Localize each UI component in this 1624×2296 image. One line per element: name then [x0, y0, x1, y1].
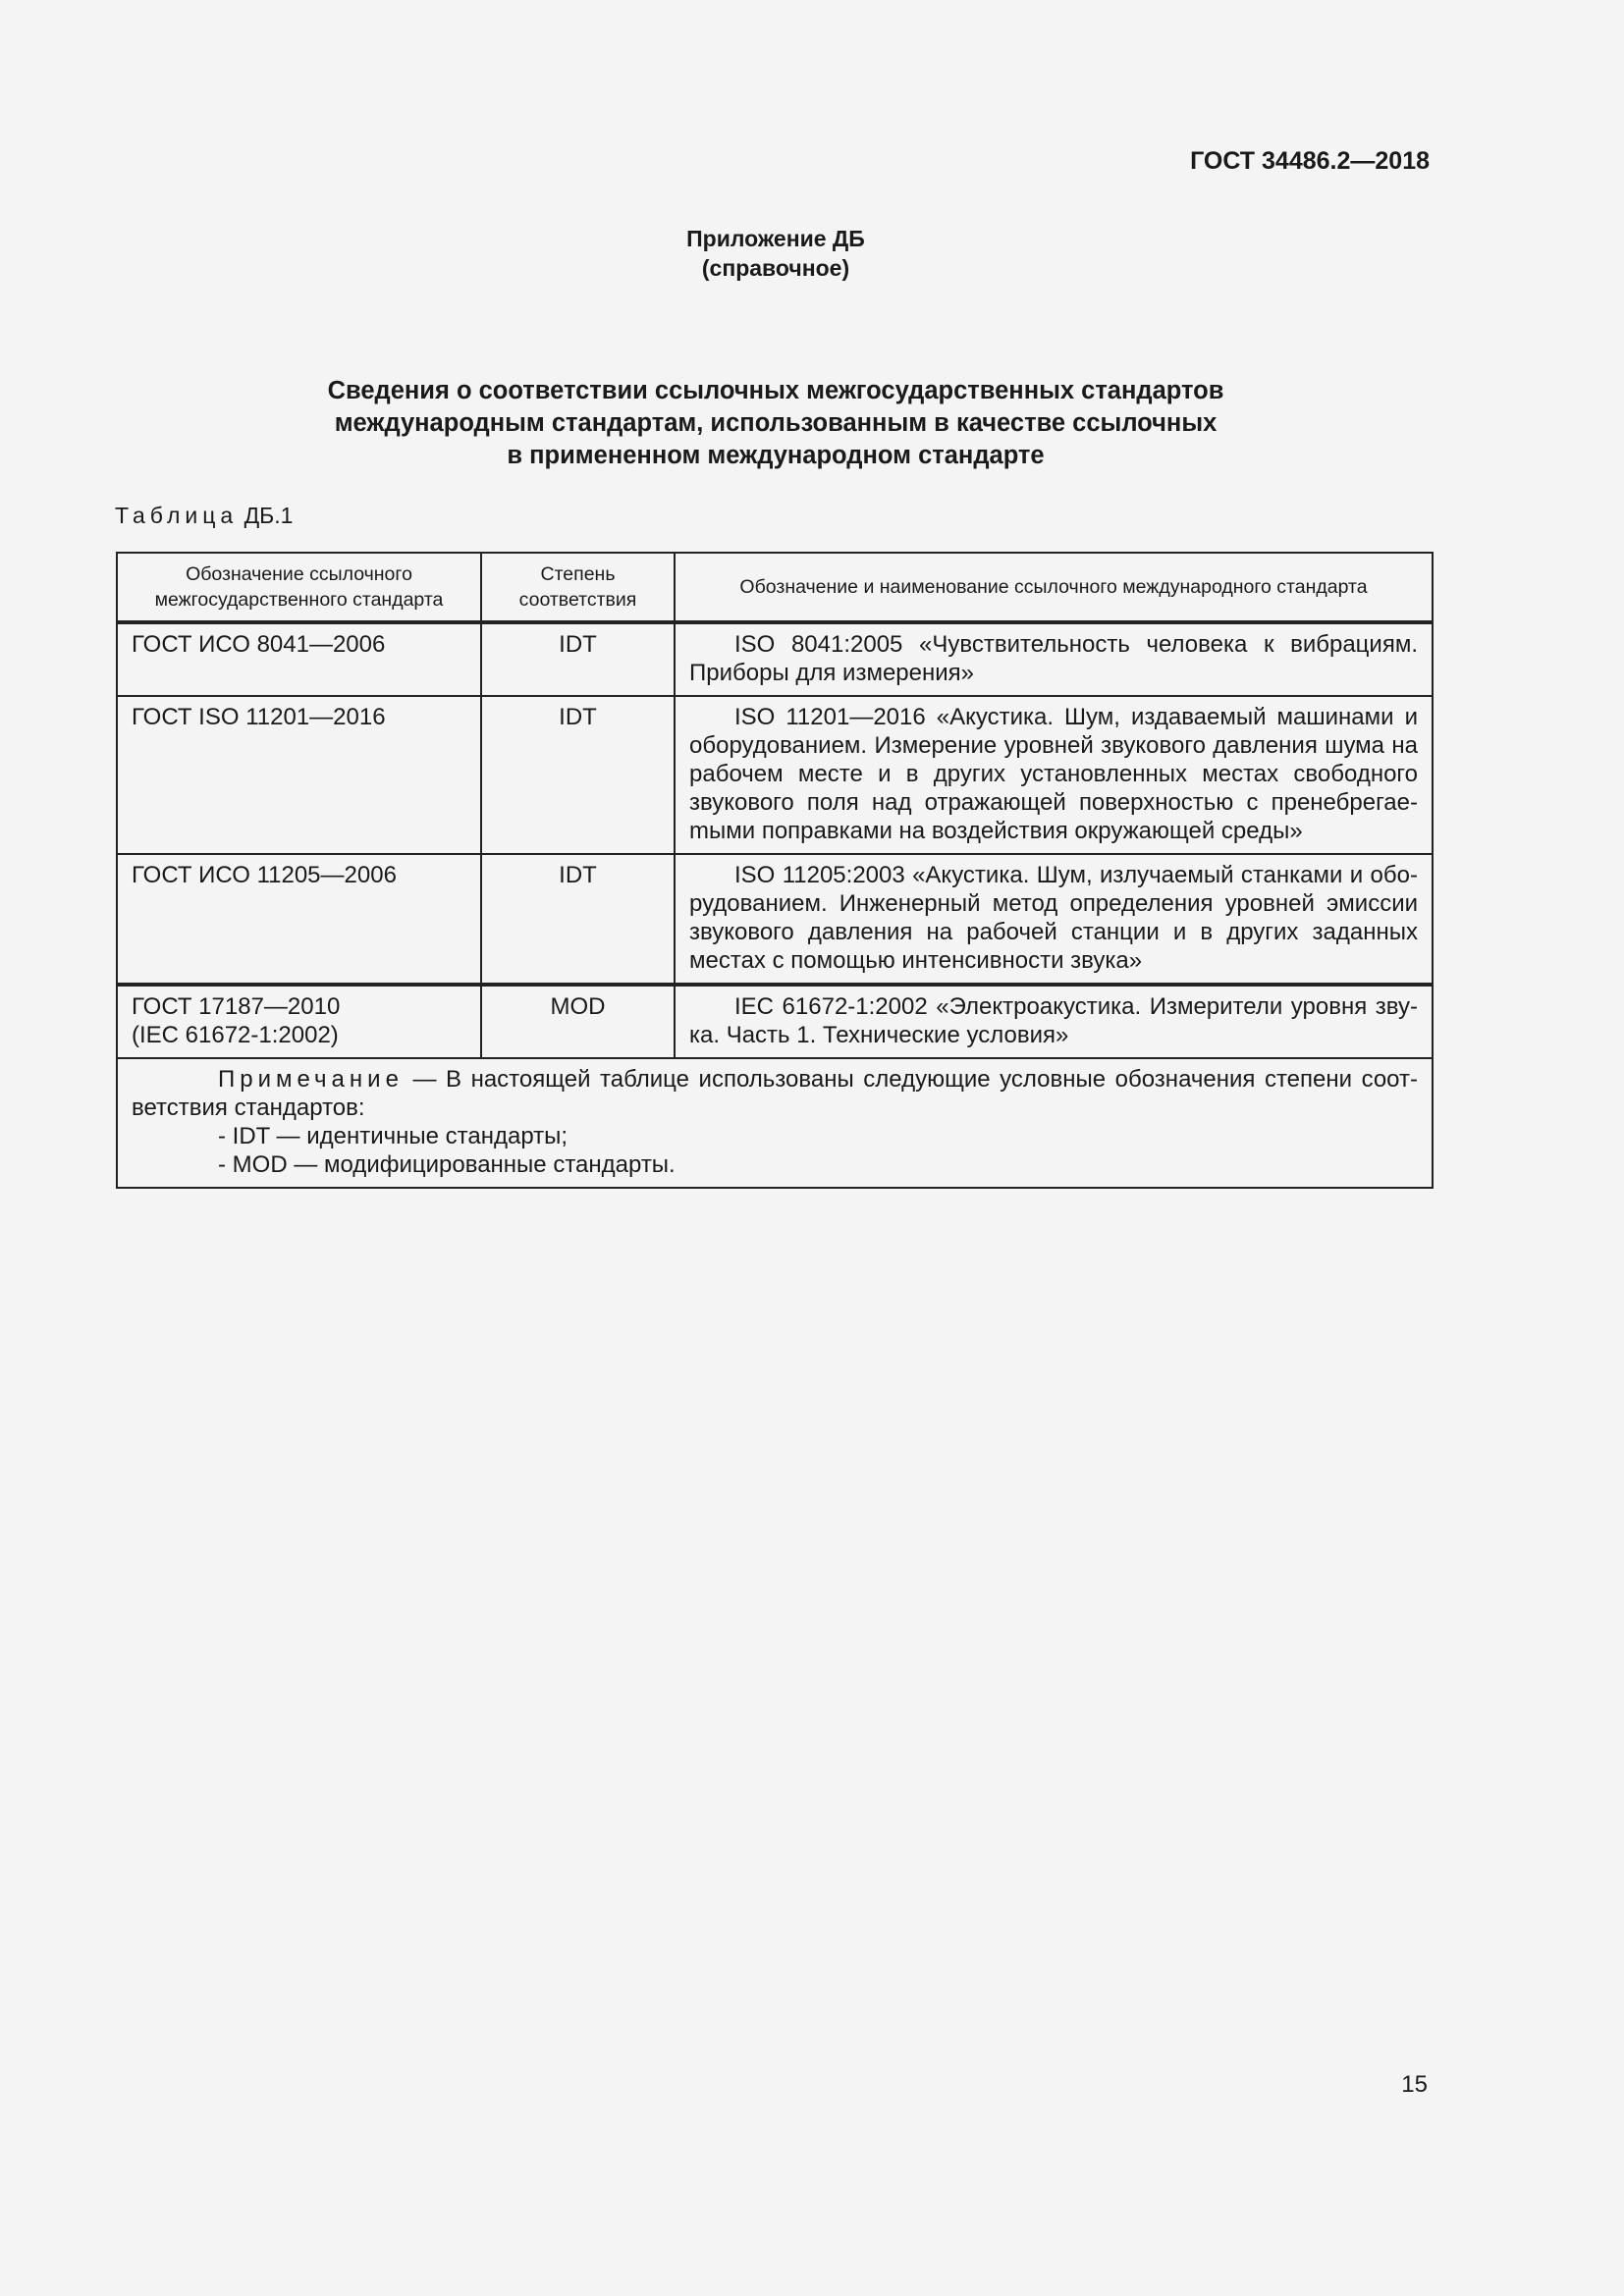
cell-intl: ISO 11205:2003 «Акустика. Шум, излучаемый станками и оборудованием. Инженерный метод определения уровней эмиссии звукового давления на рабочей станции и в других заданных местах с помощью интенсивности звука» [675, 854, 1433, 985]
table-row [117, 985, 1433, 1058]
gost-designation: ГОСТ 17187—2010 [132, 993, 341, 1020]
cell-intl: ISO 8041:2005 «Чувствительность человека к вибрациям. Приборы для измерения» [675, 622, 1433, 696]
table-note [117, 1058, 1433, 1188]
table-label-number: ДБ.1 [244, 503, 294, 528]
page-number: 15 [1401, 2071, 1428, 2098]
title-line-2: международным стандартам, использованным в качестве ссылочных [334, 409, 1218, 437]
note-text [132, 1065, 1418, 1122]
cell-degree: IDT [481, 696, 675, 854]
table-label-word: Таблица [115, 503, 239, 528]
table-label [115, 503, 293, 529]
note-label: Примечание [218, 1066, 404, 1093]
header-gost: Обозначение ссылочного межгосударственного стандарта [117, 553, 481, 622]
table-row [117, 854, 1433, 985]
gost-designation: ГОСТ ISO 11201—2016 [132, 704, 386, 730]
cell-gost [117, 985, 481, 1058]
note-item-mod: - MOD — модифицированные стандарты. [218, 1151, 676, 1178]
note-item-idt: - IDT — идентичные стандарты; [218, 1123, 568, 1149]
cell-gost [117, 622, 481, 696]
document-title [0, 375, 1551, 472]
table-note-row [117, 1058, 1433, 1188]
table-header-row [117, 553, 1433, 622]
note-body: — В настоящей таблице использованы следующие условные обозначения степени соответствия стандартов: [132, 1066, 1418, 1121]
cell-intl: ISO 11201—2016 «Акустика. Шум, издаваемый машинами и оборудованием. Измерение уровней звукового давления шума на рабочем месте и в других установленных местах свободного звукового поля над отражающей поверхностью с пренебрегаеmыми поправками на воздействия окружающей среды» [675, 696, 1433, 854]
table-row [117, 622, 1433, 696]
standards-table [116, 552, 1434, 1189]
cell-gost [117, 854, 481, 985]
document-code: ГОСТ 34486.2—2018 [1190, 147, 1430, 175]
title-line-3: в примененном международном стандарте [507, 442, 1045, 469]
gost-designation-international: (IEC 61672-1:2002) [132, 1022, 339, 1048]
gost-designation: ГОСТ ИСО 11205—2006 [132, 862, 397, 888]
gost-designation: ГОСТ ИСО 8041—2006 [132, 631, 386, 658]
annex-heading [0, 224, 1551, 283]
cell-degree: IDT [481, 854, 675, 985]
cell-degree: IDT [481, 622, 675, 696]
cell-gost [117, 696, 481, 854]
header-degree: Степень соответствия [481, 553, 675, 622]
header-intl: Обозначение и наименование ссылочного международного стандарта [675, 553, 1433, 622]
title-line-1: Сведения о соответствии ссылочных межгосударственных стандартов [327, 377, 1224, 404]
annex-subtitle: (справочное) [701, 255, 850, 281]
cell-intl: IEC 61672-1:2002 «Электроакустика. Измерители уровня звука. Часть 1. Технические условия» [675, 985, 1433, 1058]
table-row [117, 696, 1433, 854]
cell-degree: MOD [481, 985, 675, 1058]
annex-title: Приложение ДБ [686, 226, 865, 251]
